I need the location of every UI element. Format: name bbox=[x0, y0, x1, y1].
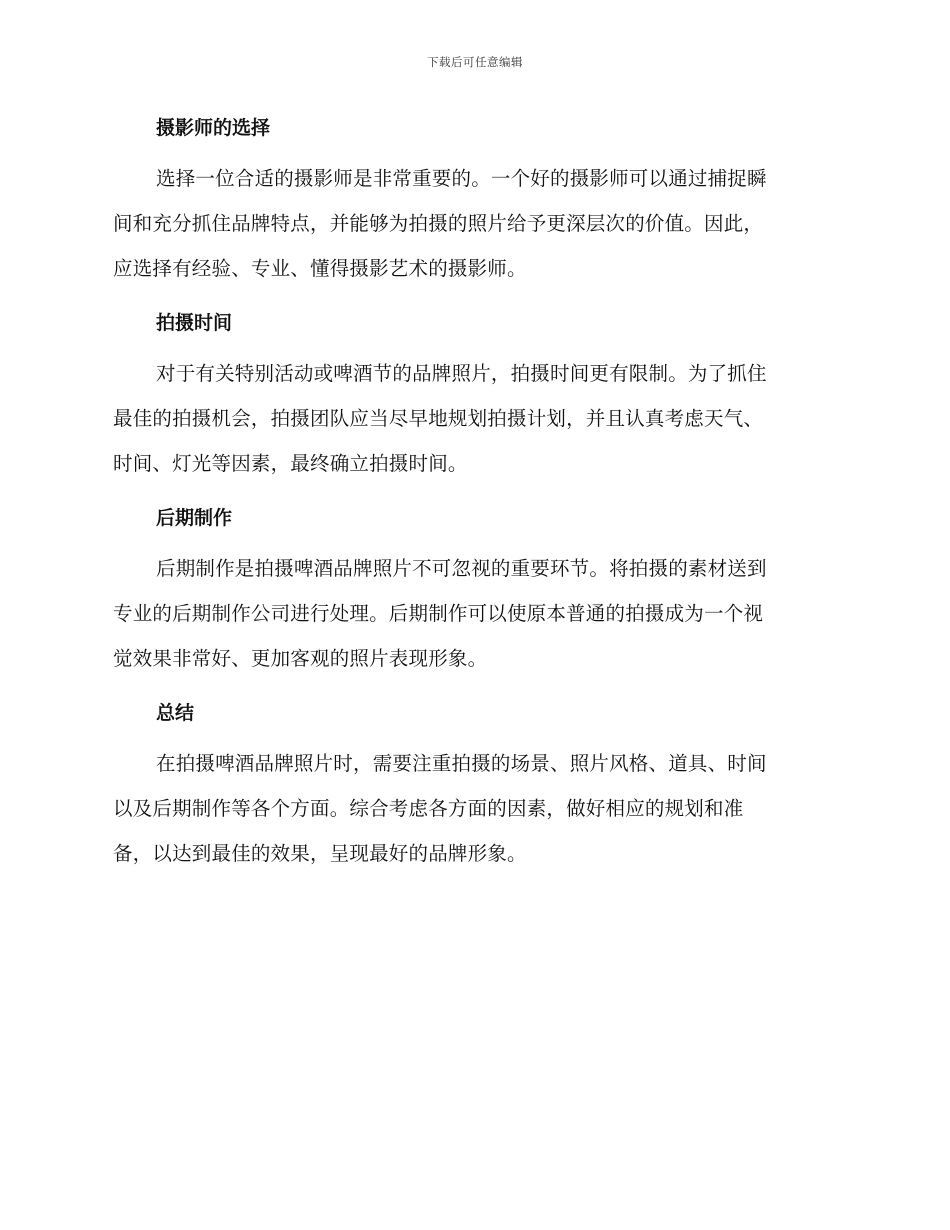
section-heading-post-production: 后期制作 bbox=[156, 507, 233, 529]
paragraph-line: 选择一位合适的摄影师是非常重要的。一个好的摄影师可以通过捕捉瞬 bbox=[156, 167, 767, 190]
section-heading-summary: 总结 bbox=[156, 702, 195, 724]
paragraph-line: 备，以达到最佳的效果，呈现最好的品牌形象。 bbox=[113, 842, 527, 865]
paragraph-line: 时间、灯光等因素，最终确立拍摄时间。 bbox=[113, 452, 468, 475]
paragraph-line: 以及后期制作等各个方面。综合考虑各方面的因素，做好相应的规划和准 bbox=[113, 797, 744, 820]
paragraph-line: 最佳的拍摄机会，拍摄团队应当尽早地规划拍摄计划，并且认真考虑天气、 bbox=[113, 407, 764, 430]
document-content bbox=[113, 110, 833, 890]
page-header: 下载后可任意编辑 bbox=[427, 55, 523, 69]
paragraph-line: 专业的后期制作公司进行处理。后期制作可以使原本普通的拍摄成为一个视 bbox=[113, 602, 764, 625]
paragraph-line: 后期制作是拍摄啤酒品牌照片不可忽视的重要环节。将拍摄的素材送到 bbox=[156, 557, 767, 580]
paragraph-line: 觉效果非常好、更加客观的照片表现形象。 bbox=[113, 647, 488, 670]
section-body-photographer bbox=[113, 156, 833, 291]
section-heading-photographer: 摄影师的选择 bbox=[156, 117, 271, 139]
section-body-shooting-time bbox=[113, 351, 833, 486]
section-body-summary bbox=[113, 741, 833, 876]
paragraph-line: 对于有关特别活动或啤酒节的品牌照片，拍摄时间更有限制。为了抓住 bbox=[156, 362, 767, 385]
paragraph-line: 应选择有经验、专业、懂得摄影艺术的摄影师。 bbox=[113, 257, 527, 280]
paragraph-line: 间和充分抓住品牌特点，并能够为拍摄的照片给予更深层次的价值。因此， bbox=[113, 212, 764, 235]
paragraph-line: 在拍摄啤酒品牌照片时，需要注重拍摄的场景、照片风格、道具、时间 bbox=[156, 752, 767, 775]
section-body-post-production bbox=[113, 546, 833, 681]
section-heading-shooting-time: 拍摄时间 bbox=[156, 312, 233, 334]
